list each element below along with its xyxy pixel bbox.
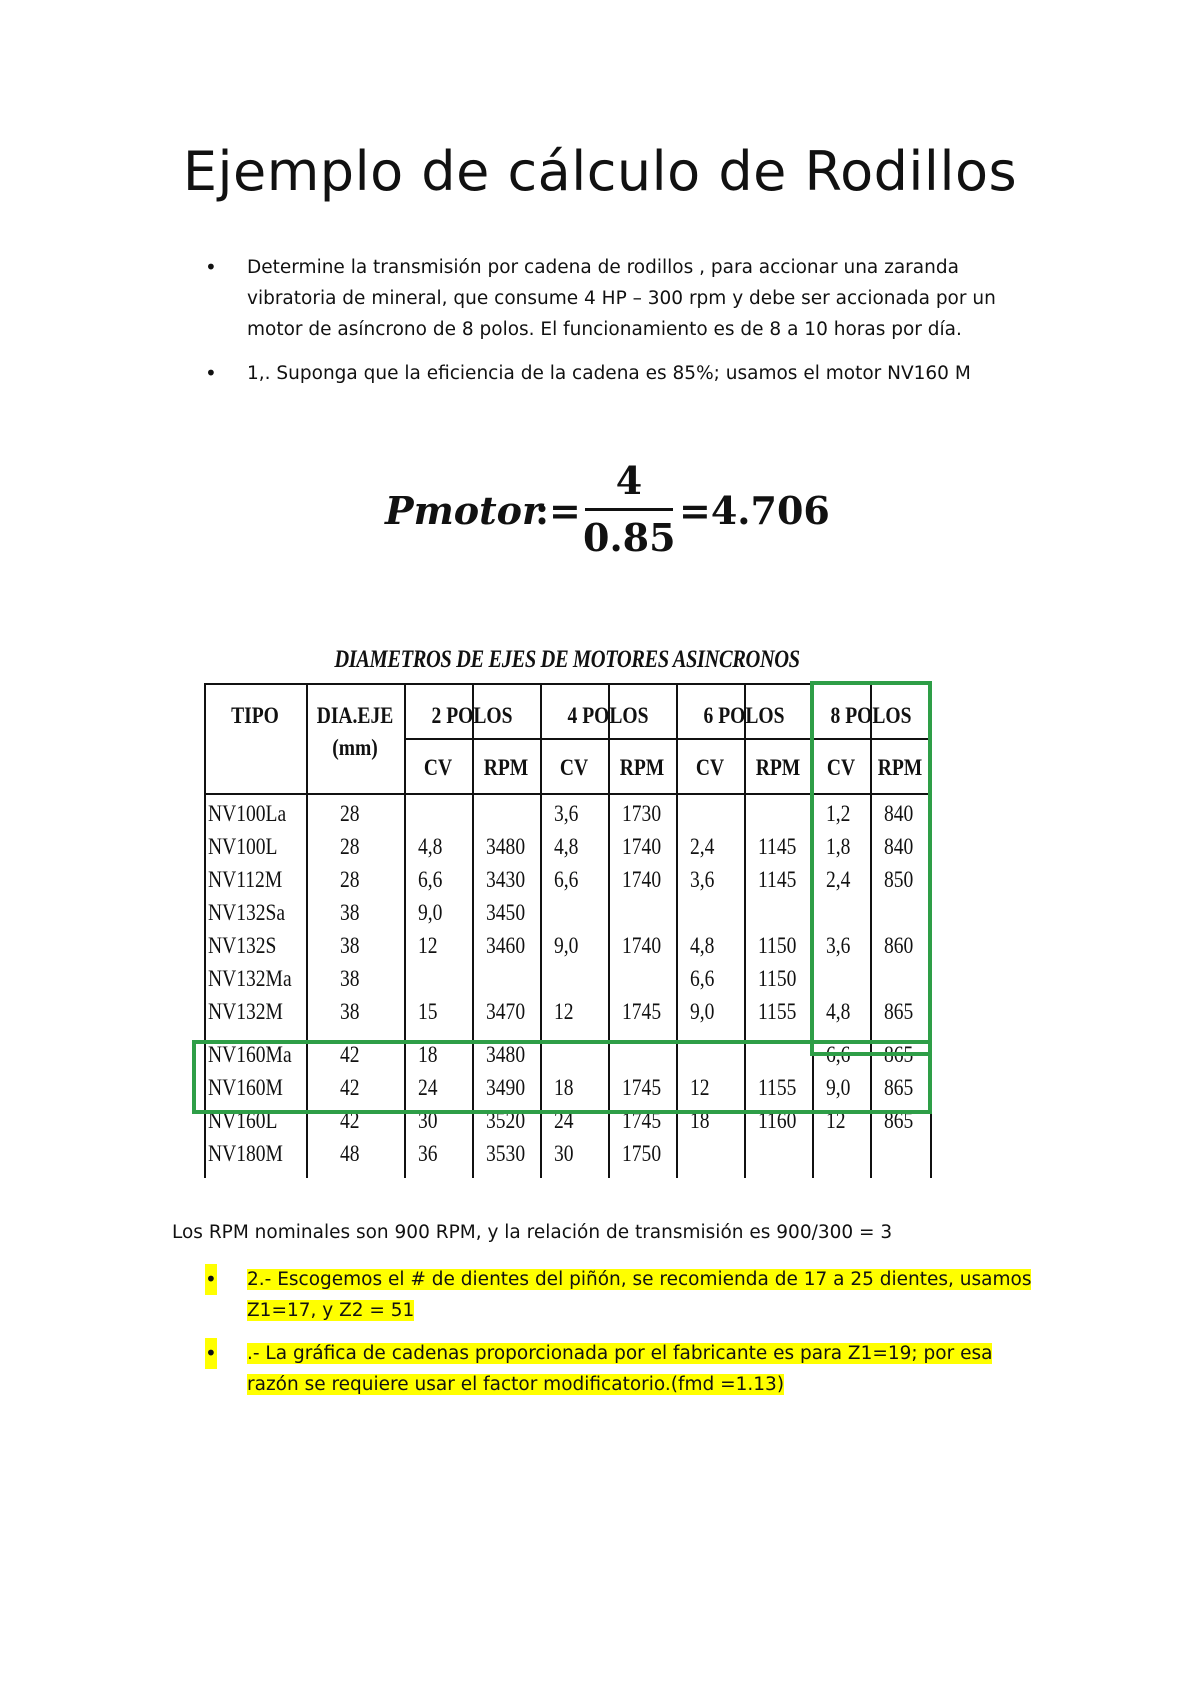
table-cell: 1150 [758, 966, 797, 991]
table-cell: 1150 [758, 933, 797, 958]
bullet-item [205, 358, 1035, 389]
table-cell: 38 [340, 999, 360, 1024]
header-polos-group: 6 POLOS [703, 703, 785, 728]
highlighted-text: 2.- Escogemos el # de dientes del piñón, se recomienda de 17 a 25 dientes, usamos Z1=17, y Z2 = 51 [247, 1269, 1032, 1321]
highlighted-item [205, 1338, 1045, 1400]
motor-type-cell: NV180M [208, 1141, 283, 1166]
table-cell: 24 [554, 1108, 574, 1133]
table-cell: 3,6 [826, 933, 851, 958]
table-cell: 15 [418, 999, 438, 1024]
motor-type-cell: NV132S [208, 933, 277, 958]
table-cell: 24 [418, 1075, 438, 1100]
table-cell: 4,8 [554, 834, 579, 859]
motor-type-cell: NV160M [208, 1075, 283, 1100]
table-cell: 6,6 [554, 867, 579, 892]
table-cell: 12 [418, 933, 438, 958]
table-cell: 9,0 [554, 933, 579, 958]
table-cell: 1730 [622, 801, 662, 826]
header-polos-group: 8 POLOS [830, 703, 912, 728]
table-cell: 3480 [486, 1042, 526, 1067]
table-cell: 9,0 [418, 900, 443, 925]
table-cell: 12 [826, 1108, 846, 1133]
table-cell: 1,2 [826, 801, 851, 826]
table-cell: 9,0 [826, 1075, 851, 1100]
table-cell: 28 [340, 801, 360, 826]
table-cell: 30 [418, 1108, 438, 1133]
table-cell: 3480 [486, 834, 526, 859]
table-cell: 3,6 [690, 867, 715, 892]
formula-result: =4.706 [679, 488, 830, 533]
header-polos-group: 2 POLOS [431, 703, 513, 728]
table-cell: 38 [340, 966, 360, 991]
table-cell: 1145 [758, 867, 797, 892]
table-cell: 2,4 [826, 867, 851, 892]
table-cell: 38 [340, 900, 360, 925]
table-cell: 28 [340, 867, 360, 892]
header-tipo: TIPO [231, 703, 279, 728]
bullet-dot-icon: • [205, 361, 217, 385]
table-cell: 4,8 [826, 999, 851, 1024]
table-cell: 4,8 [690, 933, 715, 958]
highlighted-bullets [205, 1264, 1045, 1412]
bullet-item [205, 252, 1035, 345]
highlight-box-8-polos [810, 681, 932, 1056]
table-cell: 38 [340, 933, 360, 958]
table-cell: 9,0 [690, 999, 715, 1024]
table-cell: 4,8 [418, 834, 443, 859]
table-cell: 1,8 [826, 834, 851, 859]
table-cell: 1155 [758, 1075, 797, 1100]
table-cell: 6,6 [826, 1042, 851, 1067]
motor-type-cell: NV112M [208, 867, 283, 892]
table-cell: 42 [340, 1108, 360, 1133]
motor-type-cell: NV132Ma [208, 966, 292, 991]
header-sub-cv: CV [423, 755, 453, 780]
header-sub-cv: CV [826, 755, 856, 780]
table-cell: 28 [340, 834, 360, 859]
header-dia-eje: DIA.EJE [316, 703, 394, 728]
header-sub-rpm: RPM [619, 755, 665, 780]
table-cell: 6,6 [690, 966, 715, 991]
table-cell: 1740 [622, 933, 662, 958]
table-cell: 30 [554, 1141, 574, 1166]
table-cell: 860 [884, 933, 914, 958]
header-sub-rpm: RPM [877, 755, 923, 780]
table-cell: 3,6 [554, 801, 579, 826]
table-cell: 18 [554, 1075, 574, 1100]
bullet-text: Determine la transmisión por cadena de rodillos , para accionar una zaranda vibratoria de mineral, que consume 4 HP – 300 rpm y debe ser accionada por un motor de asíncrono de 8 polos. El funcionamiento es de 8 a 10 horas por día. [247, 257, 996, 340]
formula-operator: := [535, 488, 581, 533]
table-cell: 3460 [486, 933, 526, 958]
table-cell: 1745 [622, 1075, 662, 1100]
table-cell: 6,6 [418, 867, 443, 892]
table-cell: 1740 [622, 834, 662, 859]
table-cell: 840 [884, 834, 914, 859]
table-cell: 3530 [486, 1141, 526, 1166]
motor-type-cell: NV160L [208, 1108, 278, 1133]
table-cell: 18 [418, 1042, 438, 1067]
header-sub-rpm: RPM [755, 755, 801, 780]
table-cell: 1750 [622, 1141, 662, 1166]
table-cell: 840 [884, 801, 914, 826]
table-cell: 3450 [486, 900, 526, 925]
table-cell: 12 [554, 999, 574, 1024]
formula-denominator: 0.85 [583, 515, 676, 560]
header-sub-cv: CV [695, 755, 725, 780]
table-cell: 850 [884, 867, 914, 892]
bullet-dot-icon: • [205, 1264, 217, 1295]
header-sub-rpm: RPM [483, 755, 529, 780]
table-cell: 3490 [486, 1075, 526, 1100]
table-cell: 42 [340, 1075, 360, 1100]
highlight-box-nv160 [192, 1040, 932, 1114]
table-cell: 1160 [758, 1108, 797, 1133]
formula-numerator: 4 [615, 458, 643, 503]
table-cell: 1745 [622, 999, 662, 1024]
motor-shaft-table [204, 683, 930, 1178]
table-title: DIAMETROS DE EJES DE MOTORES ASINCRONOS [334, 646, 800, 673]
table-cell: 42 [340, 1042, 360, 1067]
formula-lhs: Pmotor [385, 488, 543, 533]
header-dia-unit: (mm) [332, 735, 378, 760]
table-cell: 3470 [486, 999, 526, 1024]
table-cell: 1740 [622, 867, 662, 892]
bullet-dot-icon: • [205, 255, 217, 279]
header-polos-group: 4 POLOS [567, 703, 649, 728]
table-cell: 865 [884, 1075, 914, 1100]
page-title: Ejemplo de cálculo de Rodillos [182, 140, 1018, 203]
motor-type-cell: NV100La [208, 801, 287, 826]
motor-type-cell: NV160Ma [208, 1042, 292, 1067]
table-cell: 1145 [758, 834, 797, 859]
table-cell: 865 [884, 1042, 914, 1067]
table-cell: 12 [690, 1075, 710, 1100]
header-sub-cv: CV [559, 755, 589, 780]
table-cell: 1155 [758, 999, 797, 1024]
table-cell: 18 [690, 1108, 710, 1133]
table-cell: 3520 [486, 1108, 526, 1133]
motor-type-cell: NV132M [208, 999, 283, 1024]
table-cell: 1745 [622, 1108, 662, 1133]
formula-fraction [583, 458, 675, 560]
table-cell: 3430 [486, 867, 526, 892]
table-cell: 2,4 [690, 834, 715, 859]
table-cell: 865 [884, 999, 914, 1024]
bullet-text: 1,. Suponga que la eficiencia de la cadena es 85%; usamos el motor NV160 M [247, 363, 971, 384]
power-formula [385, 458, 830, 568]
table-cell: 36 [418, 1141, 438, 1166]
intro-bullets [205, 252, 1035, 402]
highlighted-text: .- La gráfica de cadenas proporcionada por el fabricante es para Z1=19; por esa razón se requiere usar el factor modificatorio.(fmd =1.13) [247, 1343, 993, 1395]
rpm-paragraph: Los RPM nominales son 900 RPM, y la relación de transmisión es 900/300 = 3 [172, 1222, 893, 1243]
bullet-dot-icon: • [205, 1338, 217, 1369]
table-cell: 48 [340, 1141, 360, 1166]
motor-type-cell: NV132Sa [208, 900, 286, 925]
motor-type-cell: NV100L [208, 834, 278, 859]
table-cell: 865 [884, 1108, 914, 1133]
highlighted-item [205, 1264, 1045, 1326]
